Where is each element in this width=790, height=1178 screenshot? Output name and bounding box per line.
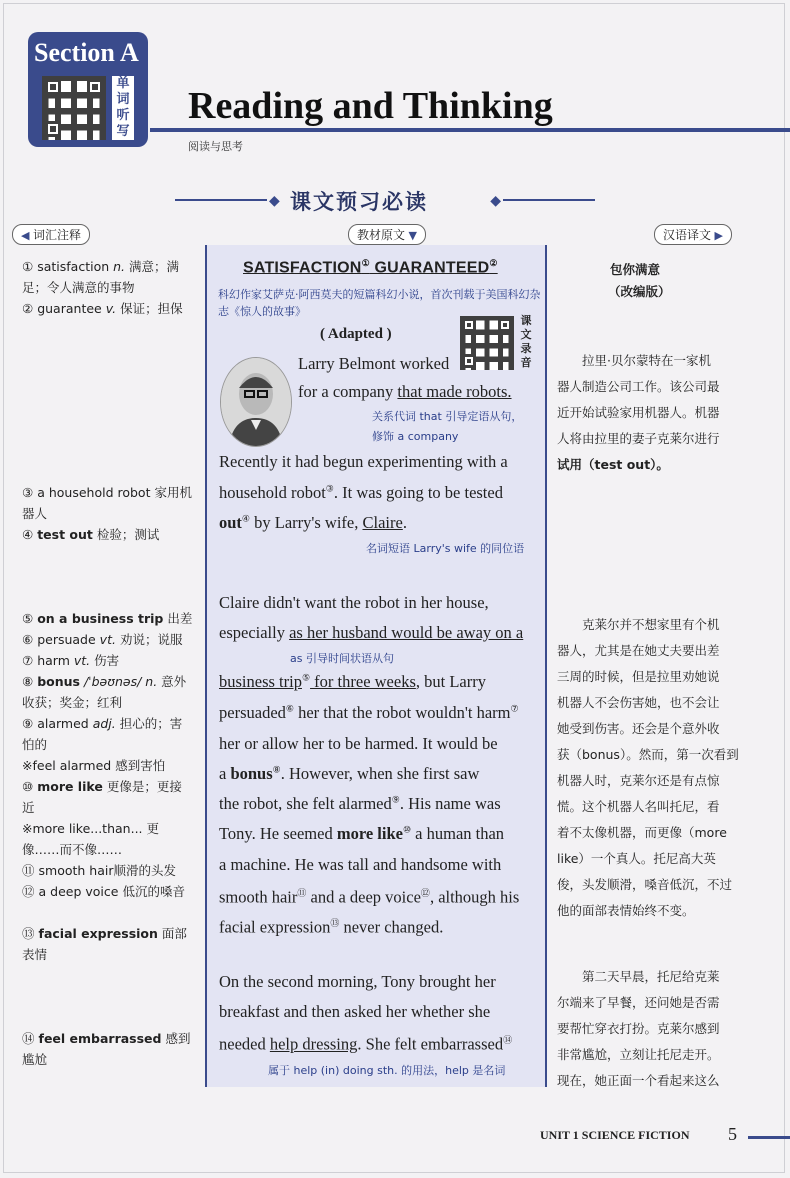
story-title: SATISFACTION① GUARANTEED②: [243, 258, 498, 277]
translation-line: 人将由拉里的妻子克莱尔进行: [557, 431, 720, 446]
vocab-item: ② guarantee v. 保证；担保: [22, 301, 183, 316]
vocab-item: ⑩ more like 更像是；更接近: [22, 779, 182, 815]
vocab-tag: [12, 224, 90, 245]
vocab-item: ⑭ feel embarrassed 感到尴尬: [22, 1031, 191, 1067]
vocab-item: ※feel alarmed 感到害怕: [22, 758, 166, 773]
grammar-note: as 引导时间状语从句: [290, 652, 394, 665]
original-tag-label: 教材原文: [357, 228, 406, 242]
translation-line: 试用（test out）。: [557, 457, 669, 472]
vocab-item: ④ test out 检验；测试: [22, 527, 160, 542]
story-line: facial expression⑬ never changed.: [219, 917, 444, 937]
adapted-label: ( Adapted ): [320, 326, 392, 342]
vocab-item: ① satisfaction n. 满意；满足；令人满意的事物: [22, 259, 180, 295]
vocab-item: ※more like...than... 更像……而不像……: [22, 821, 160, 857]
translation-line: 着不太像机器，而更像（more: [557, 825, 727, 840]
banner-line-right: [503, 199, 595, 201]
vocab-item: ⑧ bonus /ˈbəʊnəs/ n. 意外收获；奖金；红利: [22, 674, 187, 710]
banner-line-left: [175, 199, 267, 201]
unit-label: UNIT 1 SCIENCE FICTION: [540, 1128, 690, 1142]
translation-line: 获（bonus）。然而，第一次看到: [557, 747, 739, 762]
vocab-item: ⑬ facial expression 面部表情: [22, 926, 187, 962]
qr-label: 单词听写: [112, 76, 134, 140]
translation-line: 尔端来了早餐，还问她是否需: [557, 995, 720, 1010]
grammar-note: 关系代词 that 引导定语从句，: [372, 410, 523, 423]
page-number: 5: [728, 1124, 737, 1144]
vocab-item: ⑦ harm vt. 伤害: [22, 653, 120, 668]
story-line: for a company that made robots.: [298, 382, 512, 401]
story-line: out④ by Larry's wife, Claire.: [219, 513, 407, 532]
story-line: needed help dressing. She felt embarrassed⑭: [219, 1034, 513, 1054]
story-line: Tony. He seemed more like⑩ a human than: [219, 824, 505, 843]
vocab-item: ⑥ persuade vt. 劝说；说服: [22, 632, 183, 647]
story-line: smooth hair⑪ and a deep voice⑫, although his: [219, 887, 520, 907]
grammar-note: 修饰 a company: [372, 430, 459, 443]
audio-qr-label: 课文录音: [520, 314, 532, 369]
vocab-item: ⑪ smooth hair顺滑的头发: [22, 863, 176, 878]
story-line: household robot③. It was going to be tested: [219, 483, 503, 502]
qr-code-icon[interactable]: [42, 76, 106, 140]
story-line: Recently it had begun experimenting with a: [219, 452, 508, 471]
story-line: persuaded⑥ her that the robot wouldn't harm⑦: [219, 703, 519, 722]
banner-text: 课文预习必读: [290, 190, 428, 214]
section-label: Section A: [34, 38, 139, 67]
vocab-item: ⑨ alarmed adj. 担心的；害怕的: [22, 716, 183, 752]
grammar-note: 属于 help (in) doing sth. 的用法，help 是名词: [268, 1064, 506, 1077]
story-line: her or allow her to be harmed. It would be: [219, 734, 498, 753]
intro-note: 科幻作家艾萨克·阿西莫夫的短篇科幻小说，首次刊载于美国科幻杂志《惊人的故事》: [218, 288, 541, 318]
translation-line: 俊，头发顺滑，嗓音低沉，不过: [557, 877, 733, 892]
author-portrait: [220, 357, 292, 447]
story-line: Larry Belmont worked: [298, 354, 450, 373]
translation-line: 第二天早晨，托尼给克莱: [582, 969, 720, 984]
translation-line: 拉里·贝尔蒙特在一家机: [582, 353, 711, 368]
diamond-icon: ◆: [490, 193, 501, 209]
translation-line: 她受到伤害。还会是个意外收: [557, 721, 720, 736]
story-line: business trip⑤ for three weeks, but Larry: [219, 672, 486, 691]
vocab-item: ⑫ a deep voice 低沉的嗓音: [22, 884, 185, 899]
story-line: the robot, she felt alarmed⑨. His name was: [219, 794, 501, 813]
translation-line: 器人，尤其是在她丈夫要出差: [557, 643, 720, 658]
story-line: especially as her husband would be away on a: [219, 623, 524, 642]
section-badge: [28, 32, 148, 147]
page-title: Reading and Thinking: [188, 85, 553, 127]
arrow-down-icon: ▼: [405, 229, 417, 242]
story-line: On the second morning, Tony brought her: [219, 972, 496, 991]
translation-subtitle: （改编版）: [608, 284, 671, 299]
translation-line: 三周的时候，但是拉里劝她说: [557, 669, 720, 684]
translation-line: 现在，她正面一个看起来这么: [557, 1073, 720, 1088]
translation-line: 器人制造公司工作。该公司最: [557, 379, 720, 394]
footer-divider: [748, 1136, 790, 1139]
original-text-tag: [348, 224, 426, 245]
translation-line: like）一个真人。托尼高大英: [557, 851, 716, 866]
translation-line: 慌。这个机器人名叫托尼，看: [557, 799, 720, 814]
grammar-note: 名词短语 Larry's wife 的同位语: [366, 542, 525, 555]
title-divider: [150, 128, 790, 132]
story-line: a bonus⑧. However, when she first saw: [219, 764, 480, 783]
translation-line: 近开始试验家用机器人。机器: [557, 405, 720, 420]
translation-tag-label: 汉语译文: [663, 228, 712, 242]
translation-line: 机器人时，克莱尔还是有点惊: [557, 773, 720, 788]
story-line: Claire didn't want the robot in her house,: [219, 593, 489, 612]
section-banner: [175, 186, 595, 214]
translation-line: 机器人不会伤害她，也不会让: [557, 695, 720, 710]
translation-line: 要帮忙穿衣打扮。克莱尔感到: [557, 1021, 720, 1036]
page-subtitle: 阅读与思考: [188, 140, 243, 153]
arrow-icon: ◀: [21, 229, 33, 242]
vocab-tag-label: 词汇注释: [32, 228, 81, 242]
translation-tag: [654, 224, 732, 245]
translation-line: 他的面部表情始终不变。: [557, 903, 695, 918]
translation-line: 非常尴尬，立刻让托尼走开。: [557, 1047, 720, 1062]
arrow-icon: ▶: [711, 229, 723, 242]
diamond-icon: ◆: [269, 193, 280, 209]
story-line: a machine. He was tall and handsome with: [219, 855, 502, 874]
vocab-item: ③ a household robot 家用机器人: [22, 485, 192, 521]
audio-qr-code-icon[interactable]: [460, 316, 514, 370]
story-line: breakfast and then asked her whether she: [219, 1002, 491, 1021]
translation-title: 包你满意: [610, 262, 661, 277]
vocab-item: ⑤ on a business trip 出差: [22, 611, 193, 626]
translation-line: 克莱尔并不想家里有个机: [582, 617, 720, 632]
